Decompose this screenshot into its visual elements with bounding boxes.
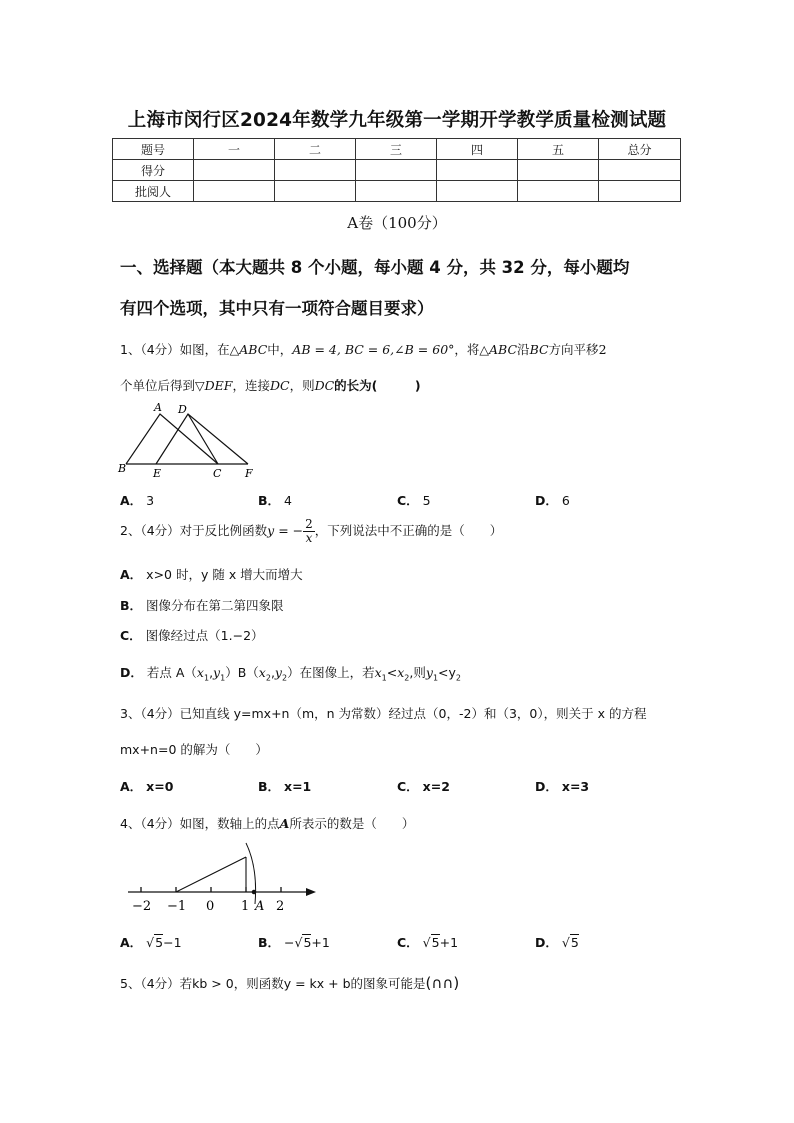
var: x: [374, 665, 382, 680]
q1-triangle: △ABC: [479, 342, 518, 357]
table-cell: 得分: [113, 160, 194, 181]
option-label: B．: [120, 598, 143, 613]
option-label: B．: [258, 779, 281, 794]
option-text: ,则: [409, 665, 426, 680]
label-b: B: [118, 462, 127, 475]
q3-option-b[interactable]: [258, 777, 311, 795]
option-text: −1: [163, 935, 182, 950]
q2-suffix: ，下列说法中不正确的是（ ）: [314, 523, 503, 538]
var: x: [397, 665, 405, 680]
triangle-def: [156, 414, 248, 464]
radicand: 5: [570, 935, 579, 950]
table-cell: [275, 181, 356, 202]
q2-option-a[interactable]: [120, 565, 303, 583]
q1-text: 中，: [267, 342, 293, 357]
label-d: D: [178, 403, 187, 416]
option-label: A．: [120, 567, 143, 582]
option-label: D．: [535, 493, 558, 508]
label-f: F: [245, 467, 253, 480]
q2-fraction: [303, 518, 315, 545]
q1-triangle: △ABC: [229, 342, 268, 357]
q1-option-c[interactable]: [397, 491, 431, 509]
q4-suffix: 所表示的数是（ ）: [289, 816, 415, 831]
q1-segment: DC: [314, 378, 335, 393]
option-label: B．: [258, 493, 281, 508]
option-text: ）在图像上，若: [287, 665, 375, 680]
sub: 2: [281, 673, 288, 683]
q1-text: 方向平移: [548, 342, 599, 357]
sub: 1: [432, 673, 439, 683]
option-value: 4: [284, 493, 292, 508]
page-title: 上海市闵行区2024年数学九年级第一学期开学教学质量检测试题: [127, 110, 667, 131]
question-3-line2: mx+n=0 的解为（ ）: [120, 742, 268, 757]
fraction-denominator: x: [305, 531, 313, 545]
option-text: ,: [209, 665, 214, 680]
q1-text: ，将: [454, 342, 480, 357]
sqrt-icon: √: [561, 935, 570, 950]
label-c: C: [213, 467, 222, 480]
table-cell: [194, 160, 275, 181]
q5-condition: kb > 0: [192, 976, 234, 991]
q1-condition: AB = 4, BC = 6,∠B = 60°: [292, 342, 455, 357]
option-text: ）B（: [225, 665, 259, 680]
tick-label: −2: [132, 899, 152, 914]
q1-option-b[interactable]: [258, 491, 292, 509]
q4-option-a[interactable]: [120, 933, 182, 951]
table-cell: 批阅人: [113, 181, 194, 202]
option-label: A．: [120, 493, 143, 508]
option-label: D．: [535, 779, 558, 794]
q1-option-d[interactable]: [535, 491, 570, 509]
table-cell: [599, 181, 681, 202]
section-a-heading: A卷（100分）: [347, 214, 447, 232]
q5-answer-paren: (∩∩): [425, 974, 460, 992]
q2-function: y = −: [267, 523, 304, 538]
var: x: [196, 665, 204, 680]
option-label: B．: [258, 935, 281, 950]
var: y: [425, 665, 433, 680]
sub: 1: [203, 673, 210, 683]
sub: 1: [381, 673, 387, 683]
score-table: [112, 138, 681, 202]
q3-option-c[interactable]: [397, 777, 450, 795]
table-cell: [356, 160, 437, 181]
q1-text: 的长为( ): [334, 378, 421, 393]
option-text: <y: [438, 665, 456, 680]
option-text: <: [386, 665, 398, 680]
label-e: E: [153, 467, 162, 480]
question-3-line1: 3、（4分）已知直线 y=mx+n（m，n 为常数）经过点（0，-2）和（3，0），则关于 x 的方程: [120, 706, 647, 721]
q2-option-c[interactable]: [120, 626, 264, 644]
q1-option-a[interactable]: [120, 491, 154, 509]
q5-function: y = kx + b: [283, 976, 351, 991]
label-a: A: [154, 401, 162, 414]
q2-option-b[interactable]: [120, 596, 284, 614]
var: y: [274, 665, 282, 680]
q1-triangle-figure: [115, 400, 265, 482]
table-row: [113, 181, 681, 202]
option-label: C．: [120, 628, 142, 643]
table-cell: 二: [275, 139, 356, 160]
q4-number-line: [122, 838, 322, 918]
sqrt-icon: √: [294, 935, 303, 950]
table-cell: [599, 160, 681, 181]
tick-label: 0: [206, 899, 215, 914]
radicand: 5: [303, 935, 312, 950]
question-2: [120, 518, 502, 545]
var: x: [258, 665, 266, 680]
option-text: +1: [439, 935, 459, 950]
q1-text: 沿: [517, 342, 530, 357]
option-text: x>0 时，y 随 x 增大而增大: [146, 567, 303, 582]
table-row: [113, 160, 681, 181]
option-value: x=0: [146, 779, 174, 794]
part1-heading-line1: 一、选择题（本大题共 8 个小题，每小题 4 分，共 32 分，每小题均: [120, 258, 630, 277]
q5-suffix: 的图象可能是: [350, 976, 426, 991]
option-value: 6: [561, 493, 570, 508]
q1-triangle: ▽DEF: [195, 378, 233, 393]
hypotenuse: [176, 857, 246, 892]
q2-option-d[interactable]: [120, 663, 461, 683]
table-cell: 题号: [113, 139, 194, 160]
q4-point: A: [279, 816, 290, 831]
option-label: C．: [397, 493, 419, 508]
sqrt-icon: √: [422, 935, 431, 950]
table-cell: 一: [194, 139, 275, 160]
option-text: 图像分布在第二第四象限: [146, 598, 284, 613]
q3-option-d[interactable]: [535, 777, 589, 795]
option-text: 若点 A（: [146, 665, 197, 680]
option-text: 图像经过点（1.−2）: [145, 628, 264, 643]
q1-segment: DC: [269, 378, 290, 393]
option-value: 3: [146, 493, 155, 508]
option-text: −: [284, 935, 295, 950]
option-label: C．: [397, 779, 419, 794]
sub: 1: [220, 673, 226, 683]
var: y: [213, 665, 221, 680]
option-label: C．: [397, 935, 419, 950]
option-label: D．: [535, 935, 558, 950]
part1-heading-line2: 有四个选项，其中只有一项符合题目要求）: [120, 299, 434, 318]
table-cell: [437, 160, 518, 181]
q4-option-c[interactable]: [397, 933, 458, 951]
option-label: D．: [120, 665, 143, 680]
radicand: 5: [431, 935, 440, 950]
q1-text: ，则: [289, 378, 315, 393]
option-text: ,: [270, 665, 275, 680]
table-cell: [194, 181, 275, 202]
table-cell: 总分: [599, 139, 681, 160]
option-label: A．: [120, 935, 143, 950]
question-1-line1: [120, 340, 607, 358]
option-text: +1: [311, 935, 330, 950]
option-value: x=2: [422, 779, 450, 794]
option-value: x=3: [561, 779, 590, 794]
option-value: x=1: [284, 779, 312, 794]
q4-option-d[interactable]: [535, 933, 579, 951]
q3-option-a[interactable]: [120, 777, 173, 795]
table-cell: [356, 181, 437, 202]
q4-option-b[interactable]: [258, 933, 330, 951]
q1-text: ，连接: [232, 378, 270, 393]
table-cell: 四: [437, 139, 518, 160]
q1-text: 个单位后得到: [120, 378, 196, 393]
point-label-a: A: [255, 899, 265, 914]
table-cell: [437, 181, 518, 202]
tick-label: 2: [276, 899, 285, 914]
table-cell: [275, 160, 356, 181]
q5-text: ，则函数: [233, 976, 284, 991]
option-value: 5: [422, 493, 431, 508]
table-cell: 五: [518, 139, 599, 160]
question-1-line2: [120, 376, 421, 394]
sub: 2: [265, 673, 271, 683]
question-5: [120, 974, 459, 992]
option-label: A．: [120, 779, 143, 794]
question-4: [120, 814, 414, 832]
q2-prefix: 2、（4分）对于反比例函数: [120, 523, 268, 538]
tick-label: −1: [167, 899, 187, 914]
q1-number: 2: [598, 342, 607, 357]
q1-segment: BC: [529, 342, 549, 357]
q4-prefix: 4、（4分）如图，数轴上的点: [120, 816, 280, 831]
q5-prefix: 5、（4分）若: [120, 976, 193, 991]
radicand: 5: [155, 935, 164, 950]
segment-dc: [188, 414, 218, 464]
point-a: [252, 890, 257, 895]
tick-label: 1: [241, 899, 250, 914]
table-cell: [518, 160, 599, 181]
score-table-header-row: [113, 139, 681, 160]
sub: 2: [455, 673, 461, 683]
sub: 2: [404, 673, 410, 683]
q1-prefix: 1、（4分）如图，在: [120, 342, 230, 357]
table-cell: [518, 181, 599, 202]
fraction-numerator: 2: [305, 517, 313, 531]
sqrt-icon: √: [146, 935, 155, 950]
table-cell: 三: [356, 139, 437, 160]
arrow-icon: [306, 888, 316, 896]
compass-arc: [246, 843, 256, 904]
